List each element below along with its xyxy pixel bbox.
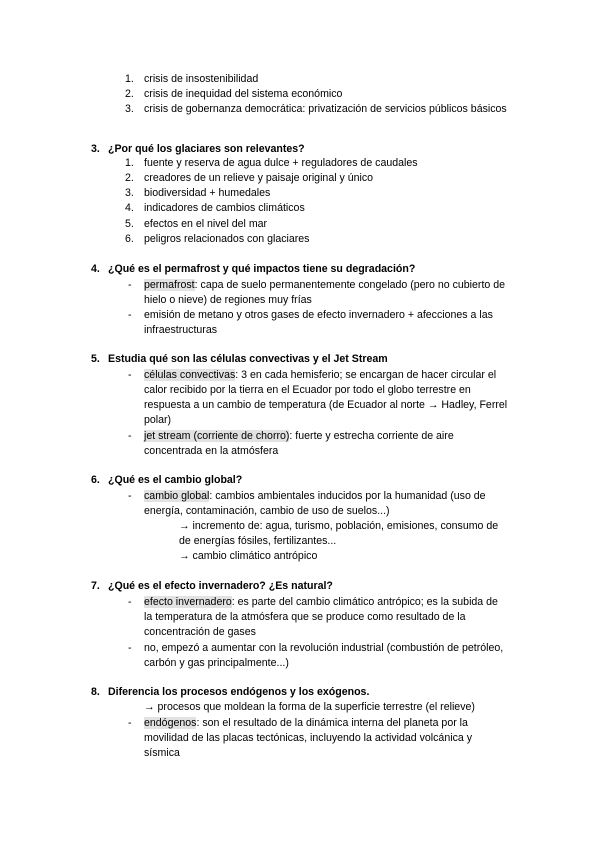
list-item: biodiversidad + humedales	[144, 187, 271, 199]
bullet-line: células convectivas: 3 en cada hemisferio; se encargan de hacer circular el	[144, 369, 497, 381]
bullet-dash: -	[128, 490, 132, 502]
list-number: 6.	[125, 233, 134, 245]
list-number: 1.	[125, 73, 134, 85]
bullet-dash: -	[128, 717, 132, 729]
arrow-line: → cambio climático antrópico	[179, 550, 318, 562]
bullet-line: hielo o nieve) de regiones muy frías	[144, 294, 312, 306]
list-number: 2.	[125, 172, 134, 184]
highlighted-term: permafrost	[144, 279, 195, 291]
question-number: 8.	[91, 686, 100, 698]
bullet-line: endógenos: son el resultado de la dinámica interna del planeta por la	[144, 717, 468, 729]
highlighted-term: cambio global	[144, 490, 210, 502]
bullet-dash: -	[128, 369, 132, 381]
bullet-line: permafrost: capa de suelo permanentemente congelado (pero no cubierto de	[144, 279, 506, 291]
question-title: ¿Qué es el permafrost y qué impactos tiene su degradación?	[108, 263, 416, 275]
bullet-line: no, empezó a aumentar con la revolución industrial (combustión de petróleo,	[144, 642, 504, 654]
bullet-dash: -	[128, 279, 132, 291]
bullet-dash: -	[128, 430, 132, 442]
bullet-line: cambio global: cambios ambientales inducidos por la humanidad (uso de	[144, 490, 486, 502]
bullet-line: concentración de gases	[144, 626, 256, 638]
bullet-line: energía, contaminación, cambio de uso de suelos...)	[144, 505, 390, 517]
highlighted-term: jet stream (corriente de chorro)	[144, 430, 290, 442]
bullet-line: calor recibido por la tierra en el Ecuador por todo el globo terrestre en	[144, 384, 471, 396]
question-number: 4.	[91, 263, 100, 275]
question-title: Diferencia los procesos endógenos y los exógenos.	[108, 686, 370, 698]
bullet-line: movilidad de las placas tectónicas, incluyendo la actividad volcánica y	[144, 732, 472, 744]
list-number: 1.	[125, 157, 134, 169]
bullet-line: emisión de metano y otros gases de efecto invernadero + afecciones a las	[144, 309, 493, 321]
bullet-line: infraestructuras	[144, 324, 218, 336]
list-number: 4.	[125, 202, 134, 214]
bullet-dash: -	[128, 596, 132, 608]
list-item: peligros relacionados con glaciares	[144, 233, 310, 245]
arrow-line: → incremento de: agua, turismo, población, emisiones, consumo de	[179, 520, 499, 532]
list-item: indicadores de cambios climáticos	[144, 202, 305, 214]
bullet-line: jet stream (corriente de chorro): fuerte y estrecha corriente de aire	[144, 430, 454, 442]
list-number: 2.	[125, 88, 134, 100]
bullet-line: concentrada en la atmósfera	[144, 445, 279, 457]
list-item: crisis de insostenibilidad	[144, 73, 259, 85]
list-item: creadores de un relieve y paisaje original y único	[144, 172, 374, 184]
question-number: 3.	[91, 143, 100, 155]
highlighted-term: células convectivas	[144, 369, 236, 381]
list-item: efectos en el nivel del mar	[144, 218, 268, 230]
question-number: 6.	[91, 474, 100, 486]
bullet-line: polar)	[144, 414, 172, 426]
list-item: crisis de gobernanza democrática: privatización de servicios públicos básicos	[144, 103, 507, 115]
highlighted-term: efecto invernadero	[144, 596, 232, 608]
question-title: ¿Qué es el efecto invernadero? ¿Es natural?	[108, 580, 333, 592]
bullet-line: efecto invernadero: es parte del cambio climático antrópico; es la subida de	[144, 596, 498, 608]
bullet-dash: -	[128, 309, 132, 321]
arrow-line: de energías fósiles, fertilizantes...	[179, 535, 337, 547]
bullet-line: la temperatura de la atmósfera que se produce como resultado de la	[144, 611, 466, 623]
bullet-dash: -	[128, 642, 132, 654]
question-number: 5.	[91, 353, 100, 365]
list-number: 3.	[125, 187, 134, 199]
bullet-line: carbón y gas principalmente...)	[144, 657, 289, 669]
question-title: Estudia qué son las células convectivas y el Jet Stream	[108, 353, 388, 365]
list-item: crisis de inequidad del sistema económico	[144, 88, 343, 100]
question-title: ¿Qué es el cambio global?	[108, 474, 243, 486]
list-number: 5.	[125, 218, 134, 230]
question-number: 7.	[91, 580, 100, 592]
list-number: 3.	[125, 103, 134, 115]
list-item: fuente y reserva de agua dulce + reguladores de caudales	[144, 157, 418, 169]
bullet-line: respuesta a un cambio de temperatura (de Ecuador al norte → Hadley, Ferrel	[144, 399, 508, 411]
bullet-line: sísmica	[144, 747, 180, 759]
arrow-line: → procesos que moldean la forma de la superficie terrestre (el relieve)	[144, 701, 475, 713]
highlighted-term: endógenos	[144, 717, 197, 729]
question-title: ¿Por qué los glaciares son relevantes?	[108, 143, 305, 155]
